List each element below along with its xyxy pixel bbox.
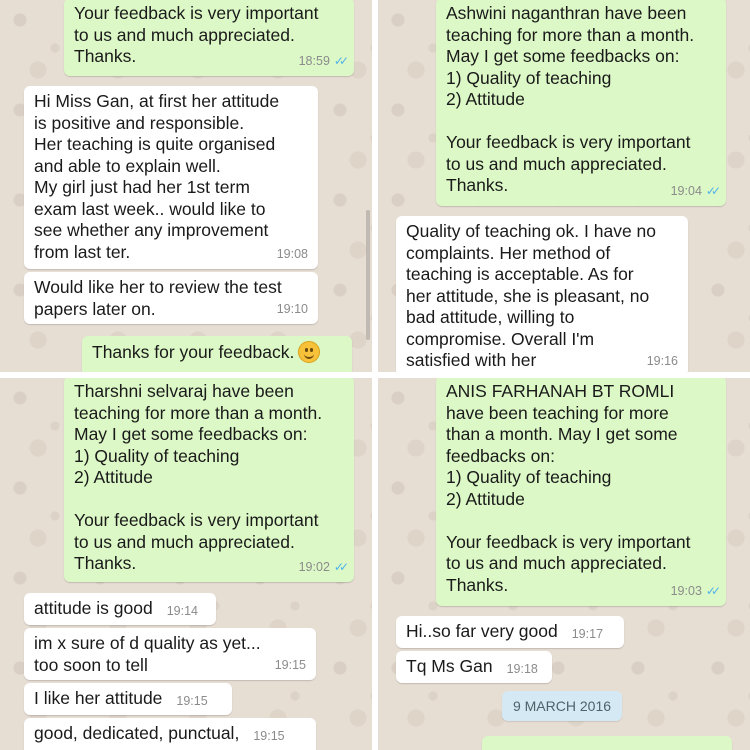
message-text: I like her attitude [34,688,163,708]
message-text: im x sure of d quality as yet... too soon to tell [34,633,261,675]
outgoing-message[interactable] [82,336,352,372]
chat-panel-bottom-left [0,378,372,750]
read-ticks-icon: ✓✓ [333,559,344,574]
message-time: 19:03 ✓✓ [670,583,716,598]
incoming-message[interactable] [24,593,216,625]
incoming-message[interactable] [24,86,318,269]
message-text: Ashwini naganthran have been teaching for more than a month. May I get some feedbacks on: 1) Quality of teaching 2) Attitude Your feedback is very important to us and much appreciated. Thanks. [446,3,695,195]
smiley-emoji-icon [298,341,320,363]
incoming-message[interactable] [396,616,624,648]
message-text: Tq Ms Gan [406,656,493,676]
read-ticks-icon: ✓✓ [705,183,716,198]
message-text: good, dedicated, punctual, [34,723,240,743]
message-time: 19:16 [646,353,678,368]
incoming-message[interactable] [24,683,232,715]
message-time: 19:15 [176,694,208,708]
incoming-message[interactable] [396,651,552,683]
read-ticks-icon: ✓✓ [705,583,716,598]
message-time: 19:04 ✓✓ [670,183,716,198]
outgoing-message[interactable] [436,378,726,606]
message-text: ANIS FARHANAH BT ROMLI have been teaching for more than a month. May I get some feedbacks on: 1) Quality of teaching 2) Attitude Your feedback is very important to us and much appreciated. Thanks. [446,381,691,595]
message-time: 19:15 [253,729,285,743]
incoming-message[interactable] [24,628,316,680]
message-text: Quality of teaching ok. I have no complaints. Her method of teaching is acceptable. As for her attitude, she is pleasant, no bad attitude, willing to compromise. Overall I'm satisfied with her [406,221,657,370]
message-time: 19:02 ✓✓ [298,559,344,574]
incoming-message[interactable] [24,718,316,750]
message-time: 19:17 [571,627,604,641]
incoming-message[interactable] [396,216,688,372]
message-time: 19:18 [506,662,538,676]
message-time: 19:14 [166,604,198,618]
outgoing-message[interactable] [64,378,354,582]
message-time: 18:59 ✓✓ [298,53,344,68]
message-text: attitude is good [34,598,153,618]
message-text: Tharshni selvaraj have been teaching for more than a month. May I get some feedbacks on: 1) Quality of teaching 2) Attitude Your feedback is very important to us and much appreciated. Thanks. [74,381,323,573]
message-time: 19:10 [276,301,308,316]
incoming-message[interactable] [24,272,318,324]
message-text: Would like her to review the test papers later on. [34,277,282,319]
read-ticks-icon: ✓✓ [333,53,344,68]
chat-panel-bottom-right [378,378,750,750]
outgoing-message[interactable] [64,0,354,76]
chat-panel-top-left [0,0,372,372]
message-time: 19:08 [276,246,308,261]
message-text: Hi Miss Gan, at first her attitude is positive and responsible. Her teaching is quite organised and able to explain well. My girl just had her 1st term exam last week.. would like to see whether any improvement from last ter. [34,91,280,262]
message-text: Hi..so far very good [406,621,558,641]
outgoing-message[interactable] [436,0,726,206]
message-text: Your feedback is very important to us and much appreciated. Thanks. [74,3,319,66]
scrollbar[interactable] [366,210,370,340]
message-text: Thanks for your feedback. [92,342,295,362]
message-time: 19:15 [274,657,306,672]
outgoing-message[interactable] [482,736,732,750]
date-separator: 9 MARCH 2016 [502,691,622,721]
chat-panel-top-right [378,0,750,372]
